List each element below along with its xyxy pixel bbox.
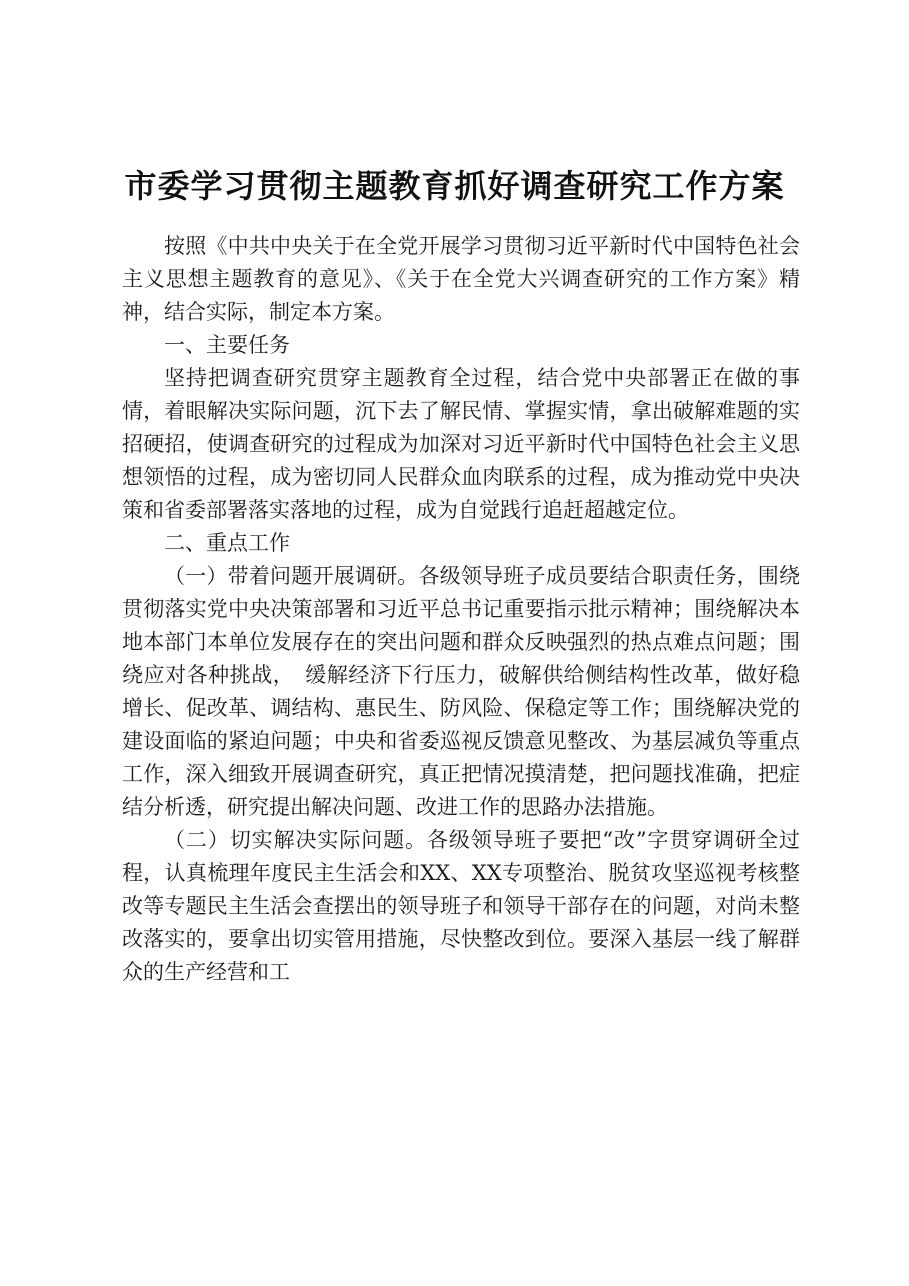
section-heading-main-tasks: 一、主要任务: [164, 333, 290, 357]
document-title: 市委学习贯彻主题教育抓好调查研究工作方案: [124, 167, 785, 205]
main-tasks-paragraph: 坚持把调查研究贯穿主题教育全过程，结合党中央部署正在做的事情，着眼解决实际问题，沉下去了解民情、掌握实情，拿出破解难题的实招硬招，使调查研究的过程成为加深对习近平新时代中国特色社会主义思想领悟的过程，成为密切同人民群众血肉联系的过程，成为推动党中央决策和省委部署落实落地的过程，成为自觉践行追赶超越定位。: [122, 366, 800, 522]
key-work-item-1: （一）带着问题开展调研。各级领导班子成员要结合职责任务，围绕贯彻落实党中央决策部署和习近平总书记重要指示批示精神；围绕解决本地本部门本单位发展存在的突出问题和群众反映强烈的热点难点问题；围绕应对各种挑战， 缓解经济下行压力，破解供给侧结构性改革，做好稳增长、促改革、调结构、惠民生、防风险、保稳定等工作；围绕解决党的建设面临的紧迫问题；中央和省委巡视反馈意见整改、为基层减负等重点工作，深入细致开展调查研究，真正把情况摸清楚，把问题找准确，把症结分析透，研究提出解决问题、改进工作的思路办法措施。: [122, 564, 800, 819]
document-body: [122, 230, 800, 989]
section-heading-key-work: 二、重点工作: [164, 531, 290, 555]
intro-paragraph: 按照《中共中央关于在全党开展学习贯彻习近平新时代中国特色社会主义思想主题教育的意见》、《关于在全党大兴调查研究的工作方案》精神，结合实际，制定本方案。: [122, 234, 800, 324]
key-work-item-2: （二）切实解决实际问题。各级领导班子要把“改”字贯穿调研全过程，认真梳理年度民主生活会和XX、XX专项整治、脱贫攻坚巡视考核整改等专题民主生活会查摆出的领导班子和领导干部存在的问题，对尚未整改落实的，要拿出切实管用措施，尽快整改到位。要深入基层一线了解群众的生产经营和工: [122, 828, 800, 984]
